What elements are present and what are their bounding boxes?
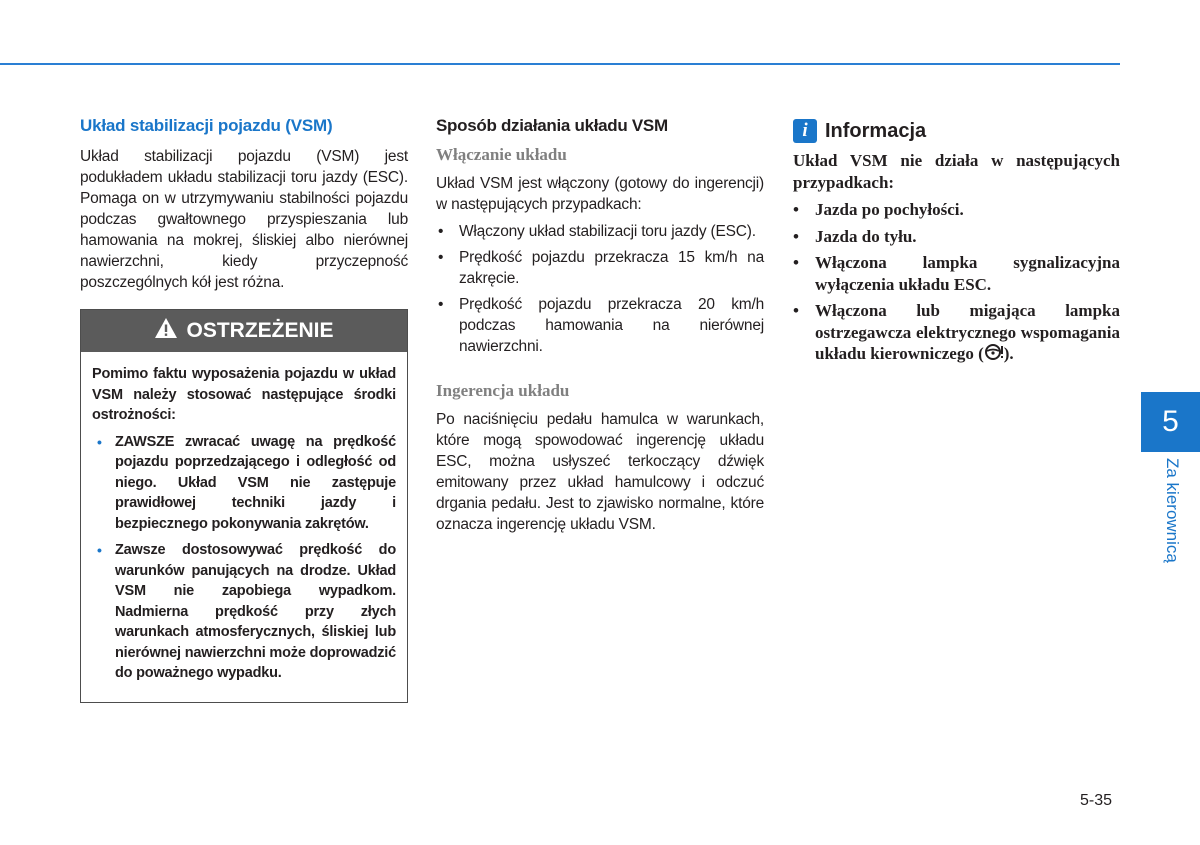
list-item: • Jazda do tyłu. [793,226,917,246]
chapter-label [1140,458,1200,588]
bullet-icon: • [793,226,799,246]
info-list [793,199,1120,367]
info-header [793,119,1120,143]
section-title: Sposób działania układu VSM [436,116,668,135]
column-vsm-intro [80,116,408,703]
subsection-title: Ingerencja układu [436,381,570,400]
top-rule [0,63,1120,65]
bullet-icon: • [793,253,799,272]
bullet-icon: • [438,223,444,240]
bullet-icon: • [793,200,799,219]
warning-list [92,432,396,684]
page-number: 5-35 [1080,792,1113,809]
bullet-icon: • [438,249,444,266]
condition-list [436,221,764,357]
info-intro: Układ VSM nie działa w następujących przypadkach: [793,151,1120,192]
info-icon: i [793,119,817,143]
bullet-icon: • [97,542,102,558]
warning-item: • ZAWSZE zwracać uwagę na prędkość pojazdu poprzedzającego i odległość od niego. Układ VSM nie zastępuje prawidłowej techniki jazdy i bezpiecznego pokonywania zakrętów. [97,433,396,532]
list-item: • Włączony układ stabilizacji toru jazdy (ESC). [438,223,756,240]
warning-body [81,352,407,702]
chapter-label-text: Za kierownicą [1163,458,1182,563]
warning-box [80,309,408,703]
section-title: Układ stabilizacji pojazdu (VSM) [80,116,333,135]
warning-item: • Zawsze dostosowywać prędkość do warunków panujących na drodze. Układ VSM nie zapobiega wypadkom. Nadmierna prędkość przy złych warunkach atmosferycznych, śliskiej lub nierównej nawierzchni może doprowadzić do poważnego wypadku. [97,542,396,681]
list-item: • Włączona lub migająca lampka ostrzegawcza elektrycznego wspomagania układu kierowniczego ( ). [793,300,1120,367]
warning-header [81,310,407,352]
list-item: • Prędkość pojazdu przekracza 15 km/h na zakręcie. [438,249,764,287]
subsection-title: Włączanie układu [436,145,567,164]
paragraph: Po naciśnięciu pedału hamulca w warunkach, które mogą spowodować ingerencję układu ESC, można usłyszeć terkoczący dźwięk emitowany przez układ hamulcowy i odczuć drgania pedału. Jest to zjawisko normalne, które oznacza ingerencję układu VSM. [436,411,764,533]
warning-intro: Pomimo faktu wyposażenia pojazdu w układ VSM należy stosować następujące środki ostrożności: [92,366,396,423]
steering-warning-icon [984,343,1004,367]
list-item: • Jazda po pochyłości. [793,200,964,219]
column-vsm-operation [436,116,764,535]
list-item: • Prędkość pojazdu przekracza 20 km/h podczas hamowania na nierównej nawierzchni. [438,296,764,355]
bullet-icon: • [97,433,102,450]
info-title: Informacja [825,119,927,142]
intro-paragraph: Układ stabilizacji pojazdu (VSM) jest podukładem układu stabilizacji toru jazdy (ESC). Pomaga on w utrzymywaniu stabilności pojazdu podczas gwałtownego przyspieszania lub hamowania na mokrej, śliskiej albo nierównej nawierzchni, kiedy przyczepność poszczególnych kół jest różna. [80,148,408,291]
list-item: • Włączona lampka sygnalizacyjna wyłączenia układu ESC. [793,253,1120,294]
bullet-icon: • [438,296,444,313]
paragraph: Układ VSM jest włączony (gotowy do ingerencji) w następujących przypadkach: [436,175,764,213]
bullet-icon: • [793,301,799,320]
chapter-number-tab: 5 [1141,392,1200,452]
warning-triangle-icon [154,317,178,345]
warning-title: OSTRZEŻENIE [186,319,334,342]
column-information [793,116,1120,372]
